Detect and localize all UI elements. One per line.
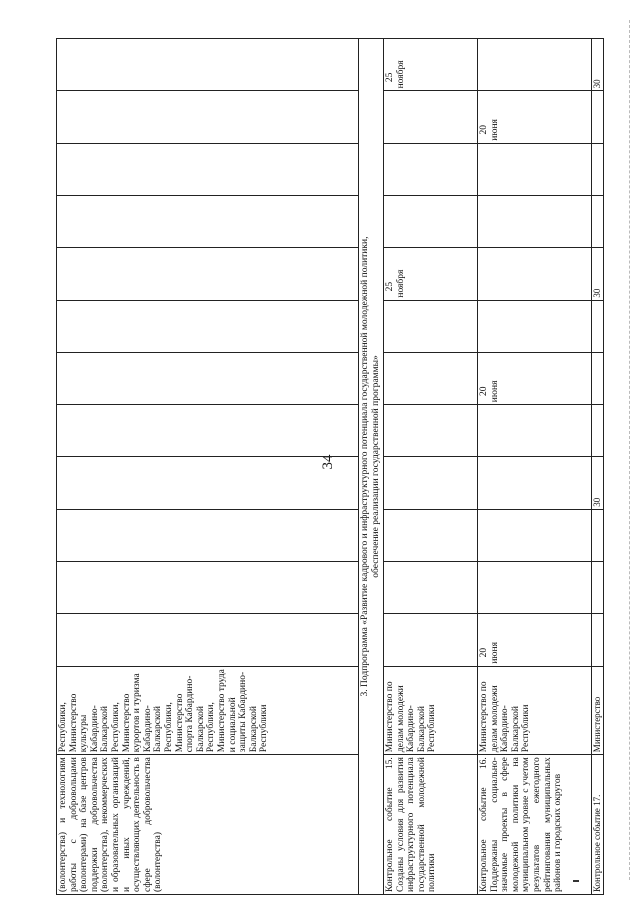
- plan-table-sheet: [56, 38, 602, 895]
- executor-cell: Министерство: [592, 666, 604, 755]
- table-row: [592, 39, 604, 895]
- table-row: [57, 39, 359, 895]
- subprogram-title-line2: обеспечение реализации государственной программы»: [371, 355, 381, 578]
- subprogram-row: [359, 39, 384, 895]
- date-cell: 20 июня: [478, 352, 592, 404]
- event-cell: Контрольное событие 15. Созданы условия для развития инфраструктурного потенциала государственной молодежной политики: [384, 755, 478, 895]
- table-row: [478, 39, 592, 895]
- executor-cell: Республики, Министерство культуры Кабардино-Балкарской Республики, Министерство курортов и туризма Кабардино-Балкарской Республики, Министерство спорта Кабардино-Балкарской Республики, Министерство труда и социальной защиты Кабардино-Балкарской Республики: [57, 666, 359, 755]
- page-edge-line: [629, 20, 631, 880]
- date-cell: 25 ноября: [384, 248, 478, 300]
- date-cell: 20 июня: [478, 91, 592, 143]
- date-cell: 30: [592, 248, 604, 300]
- event-cell: (волонтерства) и технологиям работы с добровольцами (волонтерами) на базе центров поддержки добровольчества (волонтерства), некоммерческих и образовательных организаций и иных учреждений, осуществляющих деятельность в сфере добровольчества (волонтерства): [57, 755, 359, 895]
- event-cell: Контрольное событие 17.: [592, 755, 604, 895]
- event-cell: Контрольное событие 16. Поддержаны социально-значимые проекты в сфере молодежной политики на муниципальном уровне с учетом результатов ежегодного рейтингования муниципальных районов и городских округов: [478, 755, 592, 895]
- date-cell: 20 июня: [478, 614, 592, 666]
- executor-cell: Министерство по делам молодежи Кабардино-Балкарской Республики: [384, 666, 478, 755]
- table-row: [384, 39, 478, 895]
- subprogram-title: [359, 39, 384, 895]
- date-cell: 25 ноября: [384, 39, 478, 91]
- subprogram-title-line1: 3. Подпрограмма «Развитие кадрового и инфраструктурного потенциала государственной молодежной политики,: [360, 236, 370, 697]
- executor-cell: Министерство по делам молодежи Кабардино-Балкарской Республики: [478, 666, 592, 755]
- date-cell: 30: [592, 457, 604, 509]
- page-number: 34: [320, 454, 336, 470]
- date-cell: 30: [592, 39, 604, 91]
- implementation-plan-table: [56, 38, 604, 895]
